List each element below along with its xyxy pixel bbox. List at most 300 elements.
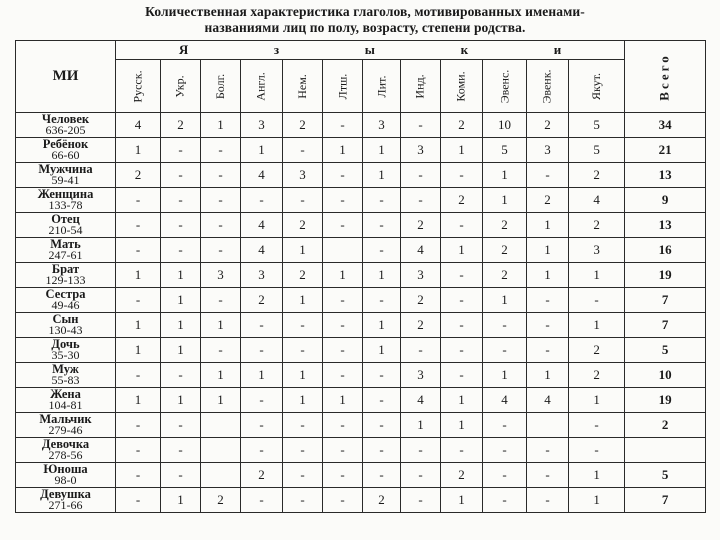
value-cell: -: [116, 213, 161, 238]
value-cell: 2: [441, 113, 483, 138]
value-cell: -: [283, 313, 323, 338]
row-code: 133-78: [48, 198, 83, 212]
value-cell: 2: [569, 163, 625, 188]
value-cell: -: [323, 213, 363, 238]
value-cell: -: [241, 388, 283, 413]
value-cell: 1: [116, 263, 161, 288]
value-cell: -: [323, 338, 363, 363]
language-band-letter: и: [553, 42, 562, 57]
value-cell: -: [241, 438, 283, 463]
total-cell: 10: [625, 363, 706, 388]
row-name: Мать: [50, 237, 81, 251]
row-code: 271-66: [48, 498, 83, 512]
language-column-header: [401, 60, 441, 113]
value-cell: 2: [241, 288, 283, 313]
row-name: Девочка: [41, 437, 90, 451]
value-cell: -: [441, 313, 483, 338]
row-name: Женщина: [37, 187, 94, 201]
table-row: [16, 213, 706, 238]
value-cell: 2: [116, 163, 161, 188]
language-column-header: [161, 60, 201, 113]
title-line-2: названиями лиц по полу, возрасту, степени родства.: [204, 20, 526, 35]
row-code: 130-43: [48, 323, 83, 337]
table-row: [16, 188, 706, 213]
value-cell: -: [161, 213, 201, 238]
language-label: Русск.: [130, 69, 145, 103]
table-row: [16, 338, 706, 363]
row-label-cell: [16, 263, 116, 288]
value-cell: -: [323, 463, 363, 488]
row-name: Отец: [51, 212, 80, 226]
value-cell: 1: [161, 263, 201, 288]
mi-column-header: МИ: [16, 41, 116, 113]
value-cell: 2: [483, 238, 527, 263]
row-label-cell: [16, 188, 116, 213]
value-cell: 2: [569, 363, 625, 388]
value-cell: -: [241, 313, 283, 338]
value-cell: -: [161, 363, 201, 388]
value-cell: -: [116, 488, 161, 513]
value-cell: 4: [401, 238, 441, 263]
language-label: Укр.: [173, 74, 187, 98]
table-row: [16, 313, 706, 338]
value-cell: 1: [161, 288, 201, 313]
value-cell: 1: [241, 363, 283, 388]
total-cell: 5: [625, 338, 706, 363]
row-name: Девушка: [40, 487, 91, 501]
language-label: Болг.: [212, 73, 227, 99]
value-cell: -: [323, 363, 363, 388]
value-cell: 5: [483, 138, 527, 163]
value-cell: -: [363, 413, 401, 438]
table-row: [16, 438, 706, 463]
value-cell: -: [401, 188, 441, 213]
value-cell: 3: [401, 363, 441, 388]
value-cell: -: [527, 488, 569, 513]
value-cell: -: [401, 163, 441, 188]
value-cell: -: [161, 438, 201, 463]
value-cell: -: [527, 463, 569, 488]
value-cell: 1: [441, 413, 483, 438]
value-cell: 1: [569, 488, 625, 513]
value-cell: 1: [569, 263, 625, 288]
value-cell: 1: [201, 363, 241, 388]
value-cell: -: [483, 338, 527, 363]
value-cell: -: [161, 188, 201, 213]
value-cell: 2: [241, 463, 283, 488]
value-cell: 2: [441, 463, 483, 488]
value-cell: -: [441, 338, 483, 363]
value-cell: -: [441, 163, 483, 188]
value-cell: 5: [569, 138, 625, 163]
value-cell: -: [323, 488, 363, 513]
value-cell: -: [323, 163, 363, 188]
value-cell: 2: [363, 488, 401, 513]
language-band-letter: з: [273, 42, 280, 57]
verb-count-table: [15, 40, 706, 513]
row-label-cell: [16, 163, 116, 188]
value-cell: 4: [241, 213, 283, 238]
row-name: Сестра: [45, 287, 86, 301]
value-cell: -: [363, 213, 401, 238]
value-cell: -: [401, 338, 441, 363]
total-cell: 7: [625, 313, 706, 338]
value-cell: 1: [323, 263, 363, 288]
value-cell: 1: [483, 163, 527, 188]
value-cell: -: [483, 438, 527, 463]
value-cell: 3: [201, 263, 241, 288]
value-cell: 1: [116, 313, 161, 338]
table-row: [16, 288, 706, 313]
value-cell: [323, 238, 363, 263]
value-cell: 1: [116, 138, 161, 163]
value-cell: 2: [283, 113, 323, 138]
value-cell: 4: [401, 388, 441, 413]
value-cell: -: [483, 313, 527, 338]
table-row: [16, 263, 706, 288]
value-cell: -: [483, 413, 527, 438]
table-row: [16, 138, 706, 163]
value-cell: 1: [441, 238, 483, 263]
row-label-cell: [16, 113, 116, 138]
value-cell: -: [363, 238, 401, 263]
language-label: Лит.: [374, 75, 388, 97]
total-cell: 7: [625, 288, 706, 313]
value-cell: 3: [241, 263, 283, 288]
row-name: Муж: [52, 362, 79, 376]
value-cell: 1: [283, 363, 323, 388]
value-cell: 2: [483, 263, 527, 288]
value-cell: -: [283, 188, 323, 213]
value-cell: -: [441, 263, 483, 288]
table-row: [16, 238, 706, 263]
value-cell: 4: [116, 113, 161, 138]
value-cell: -: [283, 438, 323, 463]
value-cell: -: [401, 463, 441, 488]
value-cell: 1: [441, 388, 483, 413]
value-cell: 1: [483, 363, 527, 388]
row-label-cell: [16, 213, 116, 238]
languages-band-header: [116, 41, 625, 60]
value-cell: 1: [401, 413, 441, 438]
total-cell: 2: [625, 413, 706, 438]
value-cell: 1: [323, 138, 363, 163]
value-cell: -: [363, 388, 401, 413]
value-cell: [201, 438, 241, 463]
value-cell: -: [323, 288, 363, 313]
value-cell: 2: [569, 338, 625, 363]
table-row: [16, 413, 706, 438]
value-cell: -: [201, 213, 241, 238]
value-cell: 1: [483, 188, 527, 213]
language-label: Эвенс.: [497, 69, 511, 103]
value-cell: 1: [363, 338, 401, 363]
value-cell: 1: [116, 338, 161, 363]
row-name: Жена: [50, 387, 81, 401]
value-cell: 2: [161, 113, 201, 138]
value-cell: -: [363, 188, 401, 213]
row-label-cell: [16, 438, 116, 463]
row-code: 636-205: [45, 123, 86, 137]
value-cell: 1: [363, 138, 401, 163]
value-cell: -: [363, 363, 401, 388]
value-cell: 3: [283, 163, 323, 188]
value-cell: 1: [527, 263, 569, 288]
value-cell: 1: [527, 238, 569, 263]
row-code: 98-0: [54, 473, 77, 487]
row-code: 55-83: [51, 373, 80, 387]
value-cell: -: [116, 438, 161, 463]
value-cell: 1: [283, 288, 323, 313]
language-column-header: [527, 60, 569, 113]
row-name: Мальчик: [39, 412, 92, 426]
row-label-cell: [16, 238, 116, 263]
value-cell: -: [363, 463, 401, 488]
language-label: Нем.: [295, 73, 309, 99]
value-cell: 4: [241, 163, 283, 188]
value-cell: -: [569, 413, 625, 438]
value-cell: [527, 413, 569, 438]
language-column-header: [283, 60, 323, 113]
value-cell: -: [527, 288, 569, 313]
row-name: Дочь: [51, 337, 80, 351]
row-code: 129-133: [45, 273, 86, 287]
value-cell: -: [161, 138, 201, 163]
value-cell: 2: [527, 188, 569, 213]
total-cell: 9: [625, 188, 706, 213]
value-cell: 3: [241, 113, 283, 138]
language-label: Лтш.: [335, 73, 349, 99]
value-cell: 3: [527, 138, 569, 163]
value-cell: -: [323, 413, 363, 438]
value-cell: 1: [323, 388, 363, 413]
row-label-cell: [16, 363, 116, 388]
total-cell: 5: [625, 463, 706, 488]
row-name: Человек: [41, 112, 90, 126]
language-band-letter: ы: [364, 42, 375, 57]
value-cell: -: [569, 288, 625, 313]
row-label-cell: [16, 338, 116, 363]
value-cell: 1: [161, 313, 201, 338]
total-cell: [625, 438, 706, 463]
value-cell: -: [201, 188, 241, 213]
value-cell: -: [241, 188, 283, 213]
value-cell: -: [116, 363, 161, 388]
table-row: [16, 113, 706, 138]
value-cell: 3: [401, 138, 441, 163]
row-name: Брат: [51, 262, 80, 276]
language-column-header: [241, 60, 283, 113]
value-cell: -: [441, 213, 483, 238]
value-cell: -: [283, 463, 323, 488]
value-cell: 1: [201, 113, 241, 138]
value-cell: -: [201, 288, 241, 313]
value-cell: 2: [283, 263, 323, 288]
language-column-header: [363, 60, 401, 113]
value-cell: -: [483, 463, 527, 488]
value-cell: 1: [201, 388, 241, 413]
value-cell: -: [323, 313, 363, 338]
value-cell: 1: [283, 388, 323, 413]
row-name: Юноша: [43, 462, 88, 476]
row-code: 59-41: [51, 173, 80, 187]
value-cell: -: [161, 463, 201, 488]
value-cell: 1: [161, 388, 201, 413]
value-cell: -: [161, 163, 201, 188]
language-label: Якут.: [589, 72, 604, 100]
value-cell: 2: [401, 313, 441, 338]
value-cell: -: [116, 413, 161, 438]
row-code: 247-61: [48, 248, 83, 262]
language-label: Инд.: [412, 73, 427, 99]
row-label-cell: [16, 388, 116, 413]
value-cell: 1: [483, 288, 527, 313]
language-column-header: [201, 60, 241, 113]
value-cell: 3: [569, 238, 625, 263]
total-cell: 19: [625, 388, 706, 413]
language-column-header: [483, 60, 527, 113]
value-cell: 1: [161, 488, 201, 513]
language-label: Англ.: [253, 71, 268, 101]
value-cell: [201, 463, 241, 488]
value-cell: -: [201, 238, 241, 263]
total-column-header: [625, 41, 706, 113]
row-name: Мужчина: [38, 162, 93, 176]
value-cell: 1: [527, 213, 569, 238]
language-column-header: [116, 60, 161, 113]
total-cell: 13: [625, 163, 706, 188]
row-name: Сын: [52, 312, 79, 326]
value-cell: 2: [283, 213, 323, 238]
value-cell: -: [323, 438, 363, 463]
value-cell: -: [241, 413, 283, 438]
value-cell: -: [569, 438, 625, 463]
row-label-cell: [16, 138, 116, 163]
value-cell: -: [527, 163, 569, 188]
language-label: Эвенк.: [539, 68, 554, 104]
row-label-cell: [16, 413, 116, 438]
value-cell: -: [527, 438, 569, 463]
total-cell: 16: [625, 238, 706, 263]
value-cell: 1: [441, 488, 483, 513]
value-cell: 1: [569, 388, 625, 413]
row-code: 35-30: [51, 348, 80, 362]
row-code: 66-60: [51, 148, 80, 162]
value-cell: 1: [241, 138, 283, 163]
language-band-letter: Я: [178, 42, 189, 57]
value-cell: 4: [569, 188, 625, 213]
value-cell: [201, 413, 241, 438]
value-cell: 3: [401, 263, 441, 288]
table-title: [20, 4, 710, 36]
value-cell: -: [401, 113, 441, 138]
row-name: Ребёнок: [42, 137, 89, 151]
value-cell: 1: [363, 313, 401, 338]
value-cell: 2: [527, 113, 569, 138]
value-cell: 1: [441, 138, 483, 163]
value-cell: -: [527, 313, 569, 338]
value-cell: -: [363, 438, 401, 463]
language-column-header: [441, 60, 483, 113]
value-cell: -: [401, 438, 441, 463]
value-cell: -: [161, 238, 201, 263]
total-cell: 34: [625, 113, 706, 138]
value-cell: -: [283, 338, 323, 363]
value-cell: -: [483, 488, 527, 513]
title-line-1: Количественная характеристика глаголов, мотивированных именами-: [145, 4, 585, 19]
value-cell: 4: [527, 388, 569, 413]
value-cell: 1: [116, 388, 161, 413]
value-cell: 2: [401, 288, 441, 313]
total-cell: 13: [625, 213, 706, 238]
value-cell: -: [441, 438, 483, 463]
value-cell: 2: [569, 213, 625, 238]
value-cell: -: [241, 338, 283, 363]
value-cell: -: [441, 363, 483, 388]
value-cell: -: [116, 463, 161, 488]
value-cell: 3: [363, 113, 401, 138]
total-cell: 21: [625, 138, 706, 163]
value-cell: -: [283, 488, 323, 513]
language-band-letter: к: [460, 42, 469, 57]
value-cell: 2: [441, 188, 483, 213]
table-row: [16, 463, 706, 488]
language-label: Коми.: [453, 70, 468, 102]
value-cell: -: [401, 488, 441, 513]
value-cell: 2: [401, 213, 441, 238]
value-cell: -: [116, 188, 161, 213]
row-label-cell: [16, 488, 116, 513]
value-cell: 1: [569, 463, 625, 488]
value-cell: 1: [569, 313, 625, 338]
row-code: 279-46: [48, 423, 83, 437]
value-cell: -: [161, 413, 201, 438]
value-cell: 1: [363, 263, 401, 288]
value-cell: -: [283, 138, 323, 163]
value-cell: -: [323, 188, 363, 213]
value-cell: 4: [241, 238, 283, 263]
row-label-cell: [16, 288, 116, 313]
row-code: 104-81: [48, 398, 83, 412]
value-cell: 2: [201, 488, 241, 513]
value-cell: -: [116, 288, 161, 313]
value-cell: 1: [283, 238, 323, 263]
value-cell: -: [323, 113, 363, 138]
row-label-cell: [16, 463, 116, 488]
value-cell: 10: [483, 113, 527, 138]
table-row: [16, 488, 706, 513]
value-cell: 1: [363, 163, 401, 188]
value-cell: -: [201, 163, 241, 188]
value-cell: 2: [483, 213, 527, 238]
total-cell: 7: [625, 488, 706, 513]
value-cell: 4: [483, 388, 527, 413]
table-row: [16, 388, 706, 413]
table-row: [16, 163, 706, 188]
row-code: 210-54: [48, 223, 83, 237]
table-row: [16, 363, 706, 388]
language-column-header: [569, 60, 625, 113]
total-cell: 19: [625, 263, 706, 288]
row-label-cell: [16, 313, 116, 338]
value-cell: -: [363, 288, 401, 313]
value-cell: 1: [161, 338, 201, 363]
row-code: 278-56: [48, 448, 83, 462]
value-cell: -: [241, 488, 283, 513]
value-cell: -: [201, 338, 241, 363]
value-cell: -: [201, 138, 241, 163]
value-cell: -: [441, 288, 483, 313]
